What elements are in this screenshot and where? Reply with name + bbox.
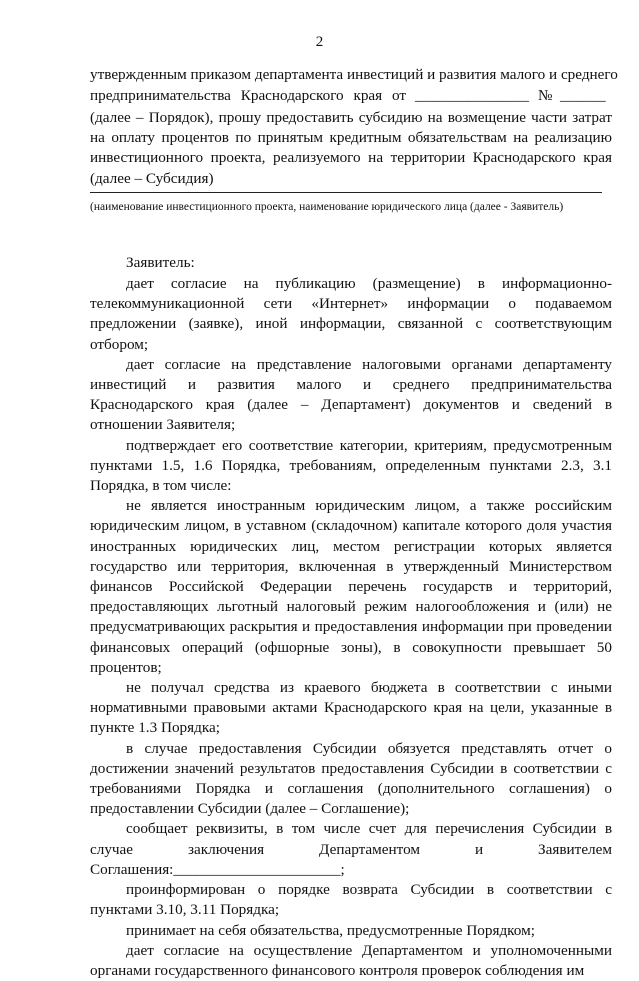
intro-line-2-prefix: предпринимательства Краснодарского края от bbox=[90, 87, 406, 104]
paragraph-audit-consent: дает согласие на осуществление Департаментом и уполномоченными органами государственного финансового контроля проверок соблюдения им bbox=[90, 941, 612, 979]
paragraph-refund-procedure: проинформирован о порядке возврата Субсидии в соответствии с пунктами 3.10, 3.11 Порядка; bbox=[90, 881, 612, 919]
number-blank: ______ bbox=[560, 87, 606, 104]
number-sign: № bbox=[538, 87, 553, 104]
paragraph-not-foreign: не является иностранным юридическим лицом, а также российским юридическим лицом, в уставном (складочном) капитале которого доля участия иностранных юридических лиц, местом регистрации которых является государство или территория, включенная в утвержденный Министерством финансов Российской Федерации перечень государств и территорий, предоставляющих льготный налоговый режим налогообложения и (или) не предусматривающих раскрытия и предоставления информации при проведении финансовых операций (офшорные зоны), в совокупности превышает 50 процентов; bbox=[90, 497, 612, 676]
intro-line-1: утвержденным приказом департамента инвестиций и развития малого и среднего bbox=[90, 66, 618, 83]
name-caption: (наименование инвестиционного проекта, наименование юридического лица (далее - Заявитель) bbox=[90, 201, 564, 213]
intro-rest-text: (далее – Порядок), прошу предоставить субсидию на возмещение части затрат на оплату процентов по принятым кредитным обязательствам на реализацию инвестиционного проекта, реализуемого на территории Краснодарского края (далее – Субсидия) bbox=[90, 109, 612, 187]
paragraph-obligations: принимает на себя обязательства, предусмотренные Порядком; bbox=[126, 921, 535, 939]
applicant-body bbox=[90, 274, 612, 981]
name-underline bbox=[90, 192, 602, 193]
applicant-heading: Заявитель: bbox=[126, 254, 195, 271]
intro-rest bbox=[90, 108, 612, 189]
paragraph-compliance: подтверждает его соответствие категории, критериям, предусмотренным пунктами 1.5, 1.6 Порядка, требованиям, определенным пунктами 2.3, 3.1 Порядка, в том числе: bbox=[90, 436, 612, 495]
paragraph-report-obligation: в случае предоставления Субсидии обязуется представлять отчет о достижении значений результатов предоставления Субсидии в соответствии с требованиями Порядка и соглашения (дополнительного соглашения) о предоставлении Субсидии (далее – Соглашение); bbox=[90, 739, 612, 818]
paragraph-publication-consent: дает согласие на публикацию (размещение) в информационно-телекоммуникационной сети «Интернет» информации о подаваемом предложении (заявке), иной информации, связанной с соответствующим отбором; bbox=[90, 275, 612, 353]
paragraph-tax-consent: дает согласие на представление налоговыми органами департаменту инвестиций и развития малого и среднего предпринимательства Краснодарского края (далее – Департамент) документов и сведений в отношении Заявителя; bbox=[90, 355, 612, 434]
paragraph-bank-details: сообщает реквизиты, в том числе счет для перечисления Субсидии в случае заключения Департаментом и Заявителем Соглашения:______________________; bbox=[90, 820, 612, 878]
date-blank: _______________ bbox=[415, 87, 529, 104]
intro-line-2 bbox=[90, 87, 612, 107]
paragraph-no-regional-funds: не получал средства из краевого бюджета в соответствии с иными нормативными правовыми актами Краснодарского края на цели, указанные в пункте 1.3 Порядка; bbox=[90, 679, 612, 737]
page-number: 2 bbox=[315, 34, 324, 50]
